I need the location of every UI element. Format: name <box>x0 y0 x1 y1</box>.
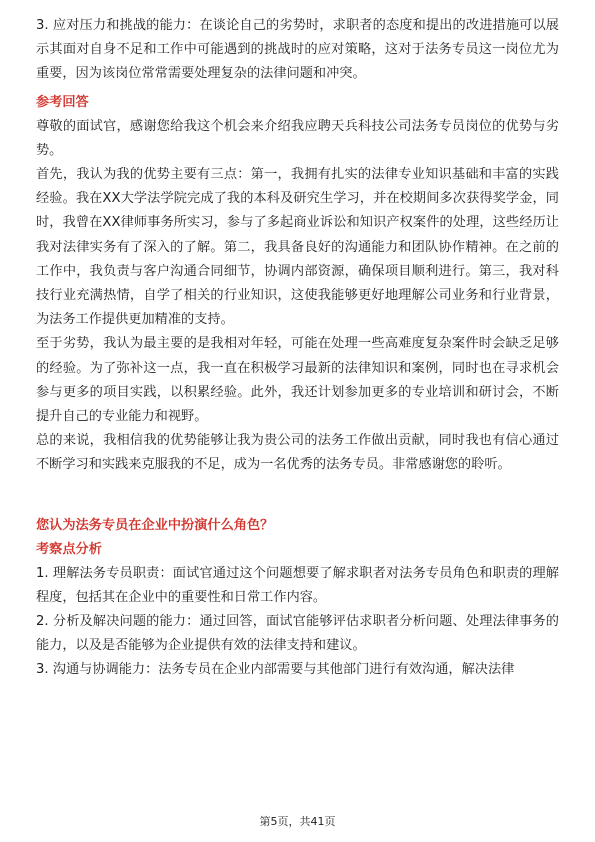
spacer <box>36 478 559 514</box>
question-title: 您认为法务专员在企业中扮演什么角色？ <box>36 517 274 533</box>
analysis-point-3: 3. 沟通与协调能力：法务专员在企业内部需要与其他部门进行有效沟通，解决法律 <box>36 662 515 678</box>
answer-paragraph-conclusion: 总的来说，我相信我的优势能够让我为贵公司的法务工作做出贡献，同时我也有信心通过不断学习和实践来克服我的不足，成为一名优秀的法务专员。非常感谢您的聆听。 <box>36 433 559 473</box>
document-page <box>36 14 559 683</box>
page-footer <box>0 814 595 830</box>
answer-paragraph-greeting: 尊敬的面试官，感谢您给我这个机会来介绍我应聘天兵科技公司法务专员岗位的优势与劣势。 <box>36 118 559 158</box>
analysis-heading: 考察点分析 <box>36 541 102 557</box>
answer-paragraph-strengths: 首先，我认为我的优势主要有三点：第一，我拥有扎实的法律专业知识基础和丰富的实践经验。我在XX大学法学院完成了我的本科及研究生学习，并在校期间多次获得奖学金，同时，我曾在XX律师事务所实习，参与了多起商业诉讼和知识产权案件的处理，这些经历让我对法律实务有了深入的了解。第二，我具备良好的沟通能力和团队协作精神。在之前的工作中，我负责与客户沟通合同细节，协调内部资源，确保项目顺利进行。第三，我对科技行业充满热情，自学了相关的行业知识，这使我能够更好地理解公司业务和行业背景，为法务工作提供更加精准的支持。 <box>36 167 559 328</box>
reference-answer-heading: 参考回答 <box>36 94 89 110</box>
page-number: 第5页，共41页 <box>259 815 336 828</box>
analysis-point-2: 2. 分析及解决问题的能力：通过回答，面试官能够评估求职者分析问题、处理法律事务的能力，以及是否能够为企业提供有效的法律支持和建议。 <box>36 614 559 654</box>
answer-paragraph-weaknesses: 至于劣势，我认为最主要的是我相对年轻，可能在处理一些高难度复杂案件时会缺乏足够的经验。为了弥补这一点，我一直在积极学习最新的法律知识和案例，同时也在寻求机会参与更多的项目实践，以积累经验。此外，我还计划参加更多的专业培训和研讨会，不断提升自己的专业能力和视野。 <box>36 336 559 425</box>
intro-point-3: 3. 应对压力和挑战的能力：在谈论自己的劣势时，求职者的态度和提出的改进措施可以展示其面对自身不足和工作中可能遇到的挑战时的应对策略，这对于法务专员这一岗位尤为重要，因为该岗位常常需要处理复杂的法律问题和冲突。 <box>36 18 559 82</box>
analysis-point-1: 1. 理解法务专员职责：面试官通过这个问题想要了解求职者对法务专员角色和职责的理解程度，包括其在企业中的重要性和日常工作内容。 <box>36 565 559 605</box>
